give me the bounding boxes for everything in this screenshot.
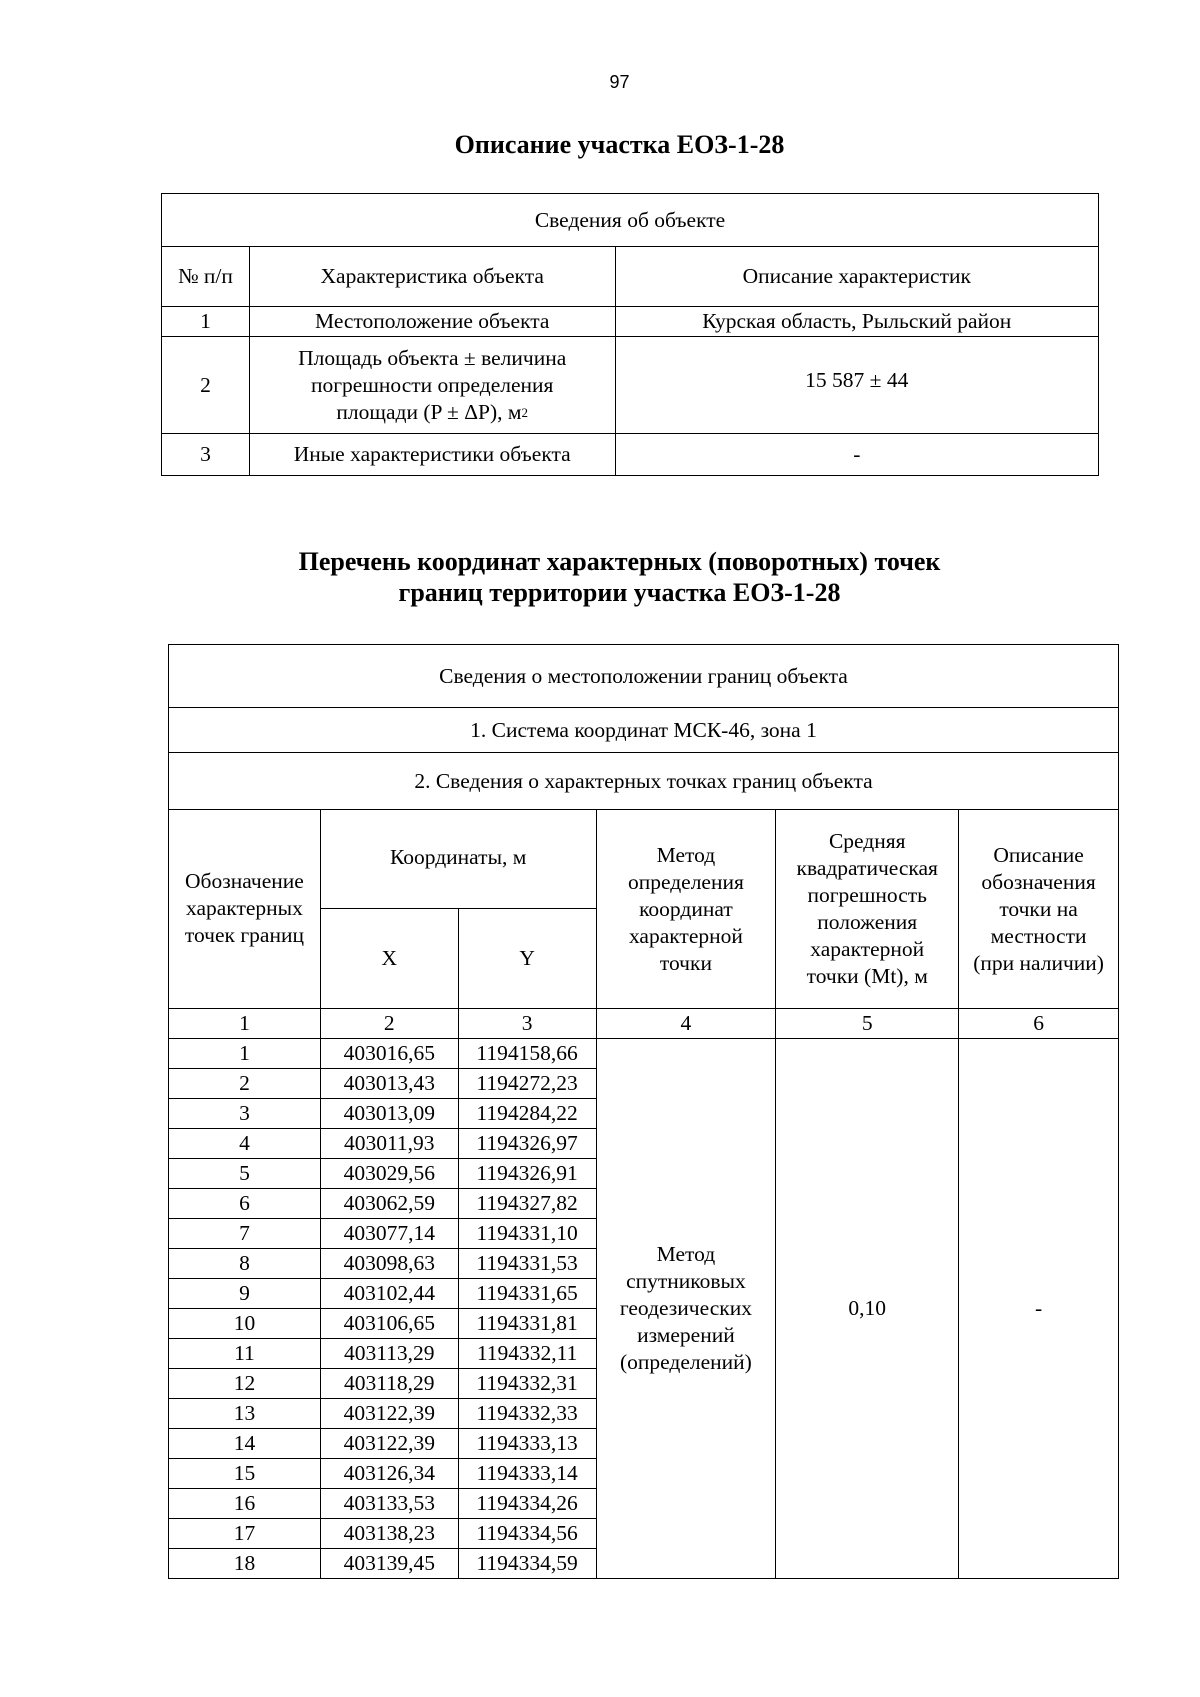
header-coordinates: Координаты, м (320, 810, 596, 909)
object-info-caption: Сведения об объекте (162, 194, 1099, 247)
header-accuracy (776, 810, 959, 1009)
point-id: 7 (169, 1219, 321, 1249)
header-x: X (320, 909, 458, 1009)
header-description (959, 810, 1119, 1009)
point-x: 403113,29 (320, 1339, 458, 1369)
point-x: 403098,63 (320, 1249, 458, 1279)
point-x: 403122,39 (320, 1429, 458, 1459)
point-y: 1194331,81 (458, 1309, 596, 1339)
point-id: 17 (169, 1519, 321, 1549)
point-x: 403011,93 (320, 1129, 458, 1159)
point-y: 1194284,22 (458, 1099, 596, 1129)
header-number: № п/п (162, 247, 250, 307)
header-characteristic: Характеристика объекта (249, 247, 615, 307)
point-x: 403102,44 (320, 1279, 458, 1309)
row1-name: Местоположение объекта (249, 307, 615, 337)
point-y: 1194334,59 (458, 1549, 596, 1579)
point-id: 15 (169, 1459, 321, 1489)
point-y: 1194331,10 (458, 1219, 596, 1249)
description-value: - (959, 1039, 1119, 1579)
point-x: 403013,43 (320, 1069, 458, 1099)
accuracy-value: 0,10 (776, 1039, 959, 1579)
row3-name: Иные характеристики объекта (249, 434, 615, 476)
method-value-line2: спутниковых (626, 1269, 746, 1293)
column-number-4: 4 (596, 1009, 776, 1039)
header-accuracy-line4: положения (817, 910, 918, 934)
point-id: 2 (169, 1069, 321, 1099)
point-x: 403139,45 (320, 1549, 458, 1579)
header-description-line1: Описание (993, 842, 1084, 867)
column-number-5: 5 (776, 1009, 959, 1039)
coords-caption-1: Сведения о местоположении границ объекта (169, 645, 1119, 708)
header-accuracy-line6: точки (Mt), м (806, 964, 928, 988)
point-y: 1194326,91 (458, 1159, 596, 1189)
coordinates-table (168, 644, 1119, 1579)
point-id: 4 (169, 1129, 321, 1159)
header-accuracy-line2: квадратическая (796, 856, 938, 880)
point-y: 1194332,31 (458, 1369, 596, 1399)
point-x: 403062,59 (320, 1189, 458, 1219)
point-id: 12 (169, 1369, 321, 1399)
column-number-6: 6 (959, 1009, 1119, 1039)
point-id: 18 (169, 1549, 321, 1579)
header-description-line5: (при наличии) (973, 950, 1104, 975)
point-id: 1 (169, 1039, 321, 1069)
column-number-1: 1 (169, 1009, 321, 1039)
header-y: Y (458, 909, 596, 1009)
row2-name-superscript: 2 (521, 404, 528, 420)
row2-name-line3-text: площади (P ± ΔP), м (336, 399, 522, 424)
header-method-line3: координат (639, 896, 733, 921)
header-description-line4: местности (990, 923, 1087, 948)
point-y: 1194158,66 (458, 1039, 596, 1069)
section2-title-line1: Перечень координат характерных (поворотных) точек (298, 547, 941, 576)
point-x: 403126,34 (320, 1459, 458, 1489)
point-y: 1194333,13 (458, 1429, 596, 1459)
point-id: 11 (169, 1339, 321, 1369)
point-id: 3 (169, 1099, 321, 1129)
header-accuracy-line5: характерной (810, 937, 925, 961)
point-x: 403138,23 (320, 1519, 458, 1549)
point-id: 6 (169, 1189, 321, 1219)
method-value-line5: (определений) (619, 1350, 752, 1374)
table-row (169, 1039, 1119, 1069)
header-method-line1: Метод (656, 842, 716, 867)
point-x: 403029,56 (320, 1159, 458, 1189)
point-y: 1194334,26 (458, 1489, 596, 1519)
point-id: 9 (169, 1279, 321, 1309)
row1-number: 1 (162, 307, 250, 337)
row3-value: - (615, 434, 1098, 476)
point-id: 16 (169, 1489, 321, 1519)
header-method-line4: характерной (628, 923, 743, 948)
header-point-designation (169, 810, 321, 1009)
point-id: 5 (169, 1159, 321, 1189)
coords-caption-2: 1. Система координат МСК-46, зона 1 (169, 708, 1119, 753)
header-description: Описание характеристик (615, 247, 1098, 307)
header-accuracy-line3: погрешность (807, 883, 927, 907)
header-point-line1: Обозначение (185, 869, 304, 893)
method-value-line1: Метод (656, 1242, 716, 1266)
section1-title: Описание участка ЕОЗ-1-28 (454, 130, 785, 159)
header-point-line3: точек границ (184, 923, 304, 947)
point-y: 1194334,56 (458, 1519, 596, 1549)
coords-caption-3: 2. Сведения о характерных точках границ объекта (169, 753, 1119, 810)
point-y: 1194326,97 (458, 1129, 596, 1159)
point-id: 10 (169, 1309, 321, 1339)
point-y: 1194327,82 (458, 1189, 596, 1219)
header-method (596, 810, 776, 1009)
point-id: 14 (169, 1429, 321, 1459)
point-x: 403016,65 (320, 1039, 458, 1069)
point-x: 403106,65 (320, 1309, 458, 1339)
point-y: 1194332,11 (458, 1339, 596, 1369)
point-y: 1194333,14 (458, 1459, 596, 1489)
point-id: 13 (169, 1399, 321, 1429)
point-x: 403013,09 (320, 1099, 458, 1129)
row3-number: 3 (162, 434, 250, 476)
section2-title-line2: границ территории участка ЕОЗ-1-28 (398, 578, 841, 607)
row2-name-line1: Площадь объекта ± величина (298, 345, 567, 370)
column-number-2: 2 (320, 1009, 458, 1039)
point-y: 1194332,33 (458, 1399, 596, 1429)
method-value-line3: геодезических (619, 1296, 752, 1320)
point-x: 403118,29 (320, 1369, 458, 1399)
point-y: 1194272,23 (458, 1069, 596, 1099)
row1-value: Курская область, Рыльский район (615, 307, 1098, 337)
header-accuracy-line1: Средняя (828, 829, 906, 853)
point-y: 1194331,65 (458, 1279, 596, 1309)
point-id: 8 (169, 1249, 321, 1279)
point-x: 403122,39 (320, 1399, 458, 1429)
row2-number: 2 (162, 337, 250, 434)
row2-name-line3 (252, 399, 613, 426)
header-method-line2: определения (627, 869, 744, 894)
row2-name-line2: погрешности определения (310, 372, 554, 397)
header-point-line2: характерных (186, 896, 303, 920)
row2-value: 15 587 ± 44 (615, 337, 1098, 434)
header-method-line5: точки (659, 950, 712, 975)
header-description-line2: обозначения (981, 869, 1096, 894)
point-y: 1194331,53 (458, 1249, 596, 1279)
page-number: 97 (609, 72, 630, 92)
method-value (596, 1039, 776, 1579)
row2-name (249, 337, 615, 434)
object-info-table (161, 193, 1099, 476)
column-number-3: 3 (458, 1009, 596, 1039)
point-x: 403133,53 (320, 1489, 458, 1519)
method-value-line4: измерений (637, 1323, 735, 1347)
point-x: 403077,14 (320, 1219, 458, 1249)
header-description-line3: точки на (999, 896, 1078, 921)
